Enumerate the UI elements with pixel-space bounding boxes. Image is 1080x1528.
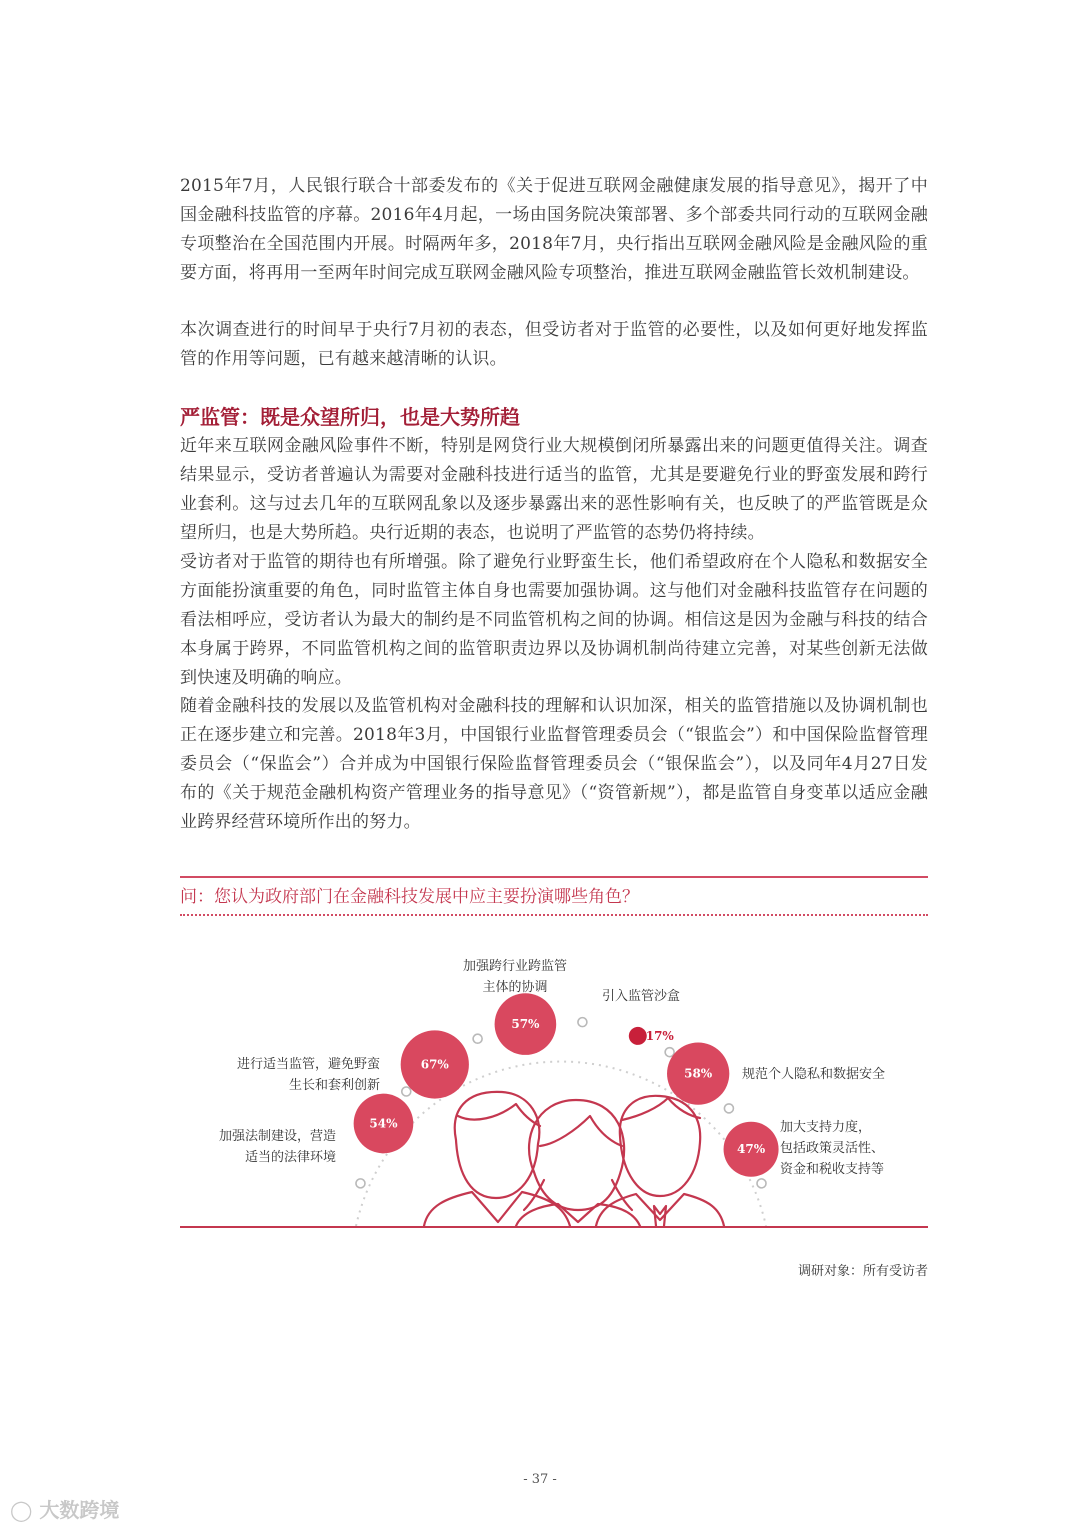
bubble-value-label: 67%: [420, 1057, 449, 1072]
label-legal-environment: [196, 1126, 336, 1168]
arc-connector-dot: [578, 1018, 587, 1027]
bubble-value-label: 17%: [645, 1028, 674, 1043]
label-line: 资金和税收支持等: [780, 1162, 885, 1177]
bubble-mark: [629, 1027, 647, 1045]
bubble-value-label: 58%: [684, 1066, 713, 1081]
paragraph-2: 本次调查进行的时间早于央行7月初的表态，但受访者对于监管的必要性，以及如何更好地发挥监管的作用等问题，已有越来越清晰的认识。: [180, 320, 928, 369]
arc-connector-dot: [473, 1034, 482, 1043]
bubble-value-label: 54%: [369, 1116, 398, 1131]
label-line: 生长和套利创新: [288, 1078, 380, 1093]
label-line: 适当的法律环境: [244, 1150, 336, 1165]
label-line: 包括政策灵活性、: [780, 1141, 885, 1156]
paragraph-1: 2015年7月，人民银行联合十部委发布的《关于促进互联网金融健康发展的指导意见》，揭开了中国金融科技监管的序幕。2016年4月起，一场由国务院决策部署、多个部委共同行动的互联网金融专项整治在全国范围内开展。时隔两年多，2018年7月，央行指出互联网金融风险是金融风险的重要方面，将再用一至两年时间完成互联网金融风险专项整治，推进互联网金融监管长效机制建设。: [180, 176, 928, 283]
label-line: 加强跨行业跨监管: [462, 959, 567, 974]
label-line: 加强法制建设，营造: [218, 1129, 336, 1144]
chart-question-divider: [180, 914, 928, 916]
watermark-logo: ◯ 大数跨境: [10, 1498, 120, 1522]
chart-question: 问：您认为政府部门在金融科技发展中应主要扮演哪些角色？: [180, 887, 639, 907]
label-appropriate-regulation: [212, 1054, 380, 1096]
label-line: 规范个人隐私和数据安全: [742, 1067, 886, 1082]
paragraph-5: 随着金融科技的发展以及监管机构对金融科技的理解和认识加深，相关的监管措施以及协调机制也正在逐步建立和完善。2018年3月，中国银行业监督管理委员会（“银监会”）和中国保险监督管理委员会（“保监会”）合并成为中国银行保险监督管理委员会（“银保监会”），以及同年4月27日发布的《关于规范金融机构资产管理业务的指导意见》（“资管新规”），都是监管自身变革以适应金融业跨界经营环境所作出的努力。: [180, 696, 928, 832]
label-privacy-data: [742, 1064, 922, 1085]
label-line: 加大支持力度，: [780, 1120, 872, 1135]
arc-connector-dot: [356, 1179, 365, 1188]
bubbles: [354, 993, 779, 1176]
arc-connector-dot: [757, 1179, 766, 1188]
label-line: 引入监管沙盒: [602, 989, 681, 1004]
label-cross-coordination: [440, 956, 590, 998]
chart-top-rule: [180, 876, 928, 878]
label-regulatory-sandbox: [602, 986, 722, 1007]
paragraph-3: 近年来互联网金融风险事件不断，特别是网贷行业大规模倒闭所暴露出来的问题更值得关注。调查结果显示，受访者普遍认为需要对金融科技进行适当的监管，尤其是要避免行业的野蛮发展和跨行业套利。这与过去几年的互联网乱象以及逐步暴露出来的恶性影响有关，也反映了的严监管既是众望所归，也是大势所趋。央行近期的表态，也说明了严监管的态势仍将持续。: [180, 436, 928, 543]
paragraph-4: 受访者对于监管的期待也有所增强。除了避免行业野蛮生长，他们希望政府在个人隐私和数据安全方面能扮演重要的角色，同时监管主体自身也需要加强协调。这与他们对金融科技监管存在问题的看法相呼应，受访者认为最大的制约是不同监管机构之间的协调。相信这是因为金融与科技的结合本身属于跨界，不同监管机构之间的监管职责边界以及协调机制尚待建立完善，对某些创新无法做到快速及明确的响应。: [180, 552, 928, 688]
respondents-note: 调研对象：所有受访者: [797, 1264, 928, 1279]
section-heading: 严监管：既是众望所归，也是大势所趋: [180, 405, 520, 429]
arc-connector-dot: [724, 1104, 733, 1113]
people-icon: [424, 1092, 724, 1226]
label-line: 主体的协调: [482, 980, 548, 995]
label-line: 进行适当监管，避免野蛮: [236, 1057, 380, 1072]
watermark-text: 大数跨境: [39, 1498, 120, 1522]
bubble-value-label: 57%: [511, 1017, 540, 1032]
arc-connector-dot: [665, 1048, 674, 1057]
bubble-value-label: 47%: [737, 1142, 766, 1157]
page-number: - 37 -: [523, 1472, 557, 1487]
arc-connector-dot: [402, 1087, 411, 1096]
label-support: [780, 1117, 930, 1180]
